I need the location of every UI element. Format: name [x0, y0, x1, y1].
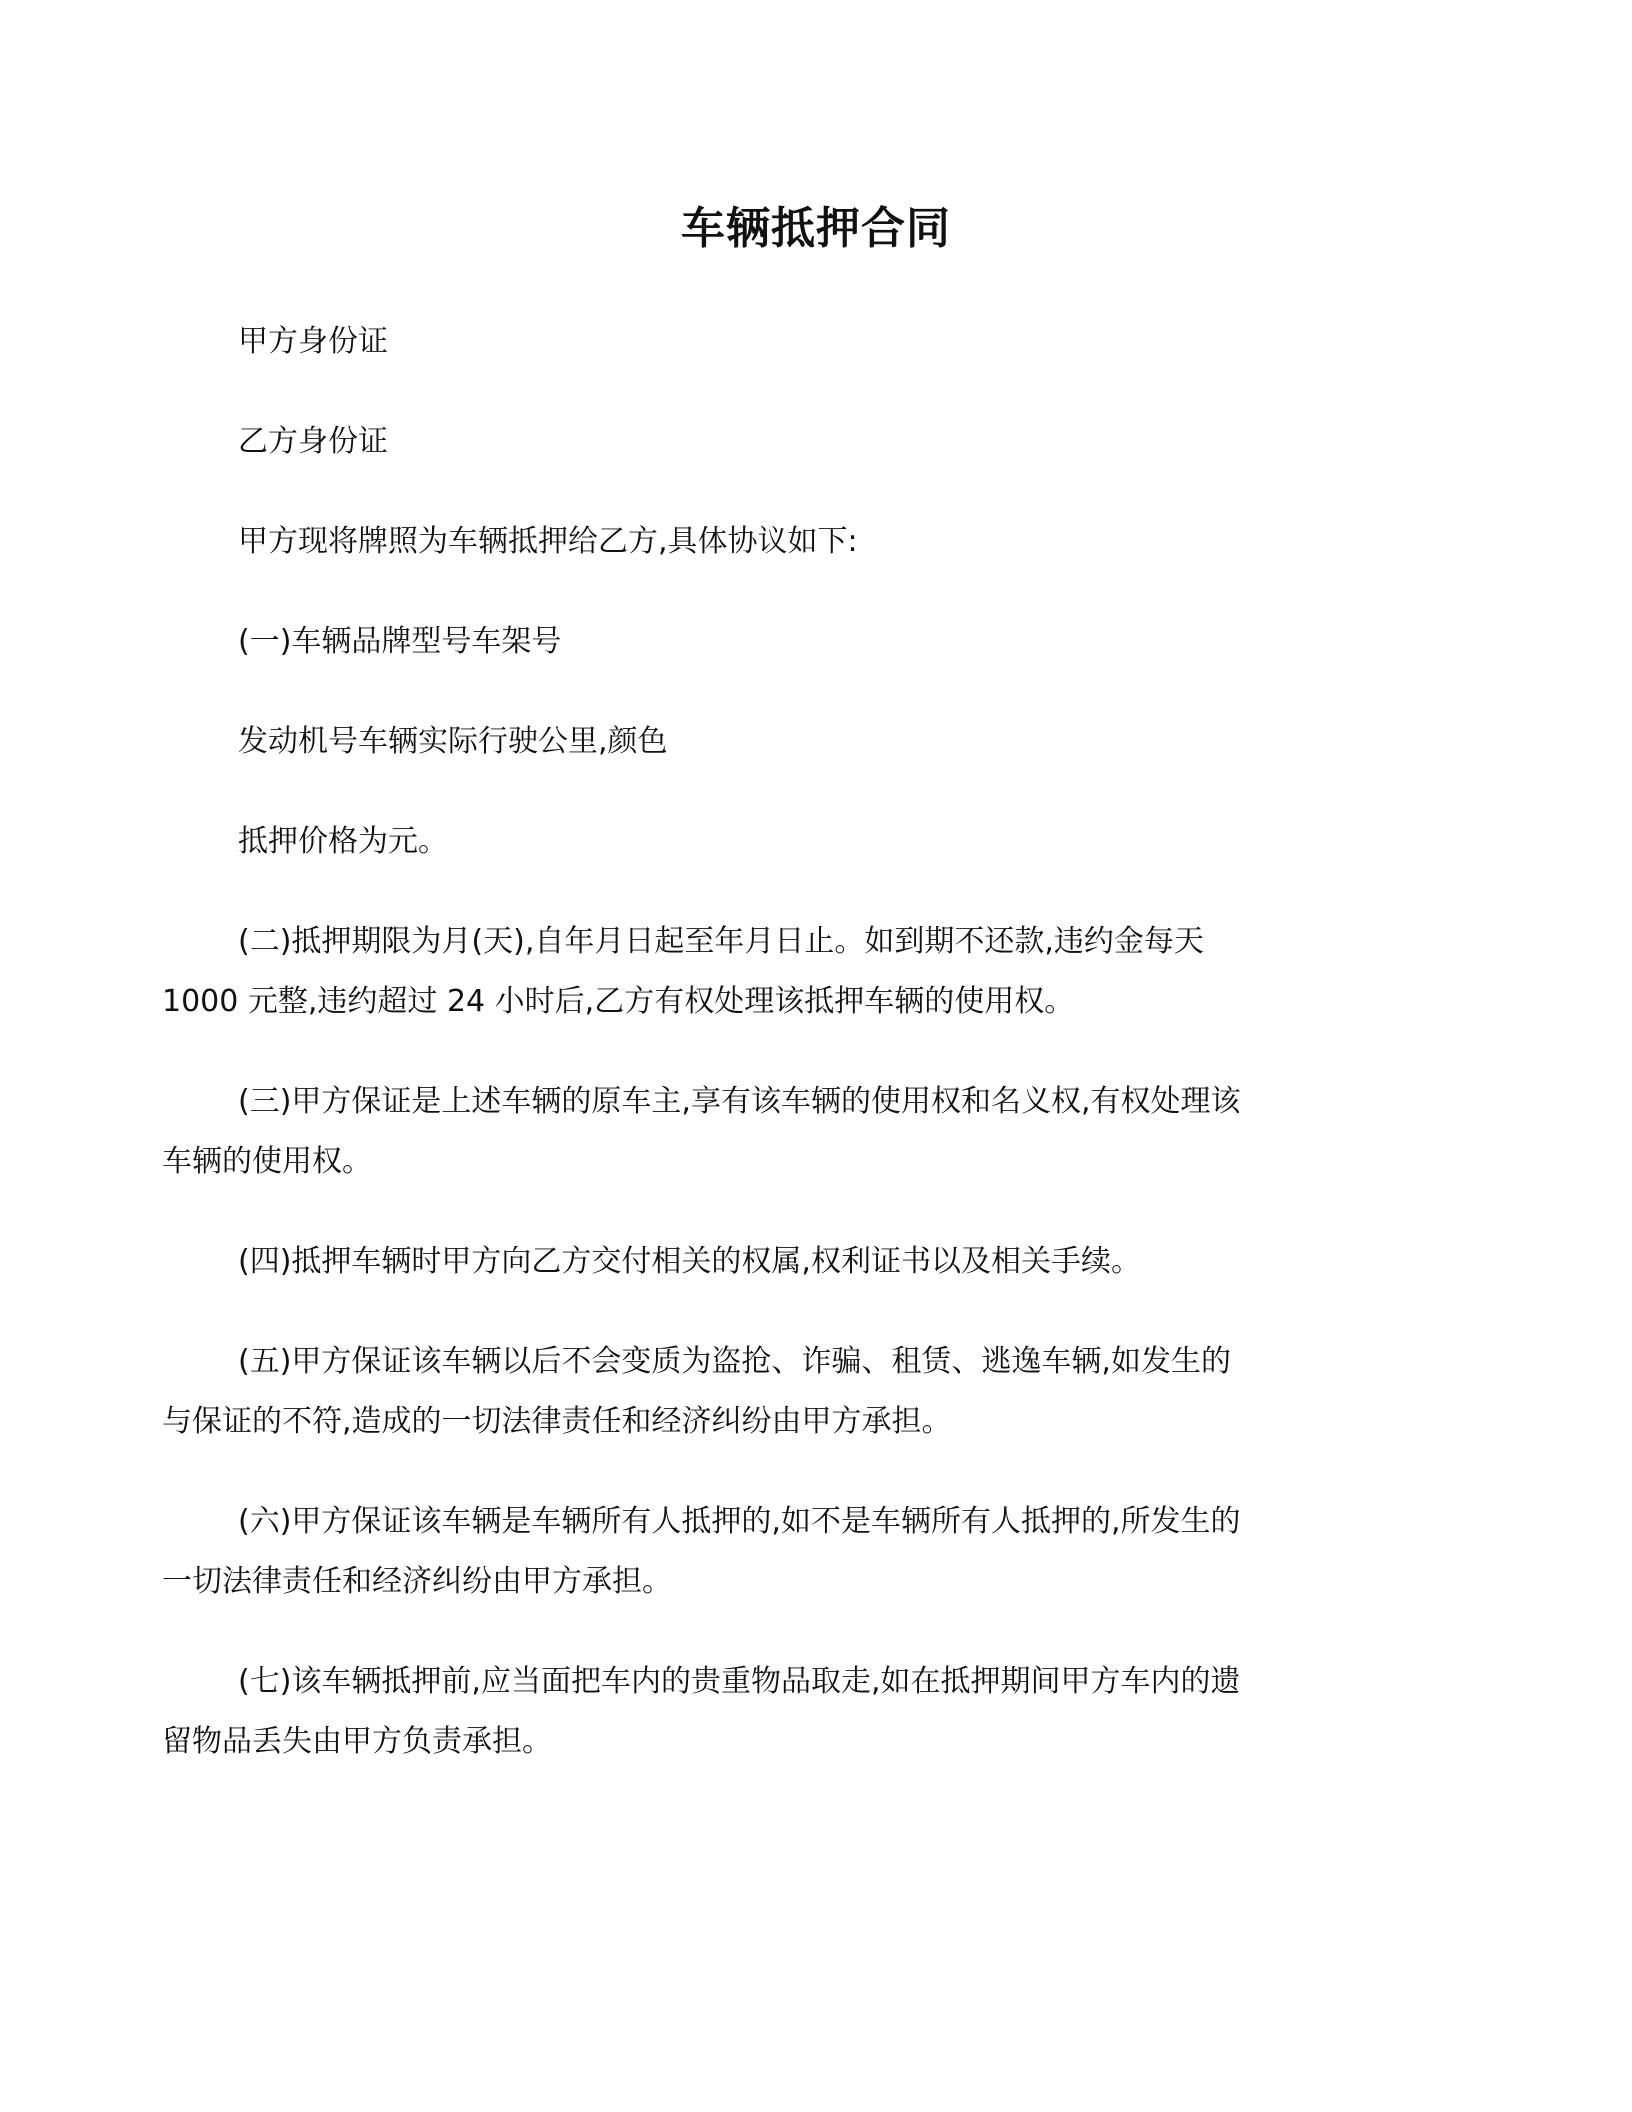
- clause-2-line-1: (二)抵押期限为月(天),自年月日起至年月日止。如到期不还款,违约金每天: [238, 924, 1204, 959]
- clause-6-paragraph: [162, 1492, 1378, 1612]
- clause-6-line-1: (六)甲方保证该车辆是车辆所有人抵押的,如不是车辆所有人抵押的,所发生的: [238, 1504, 1241, 1539]
- clause-2-paragraph: [162, 912, 1378, 1032]
- clause-7-paragraph: [162, 1652, 1378, 1772]
- clause-3-paragraph: [162, 1072, 1378, 1192]
- clause-5-line-2: 与保证的不符,造成的一切法律责任和经济纠纷由甲方承担。: [162, 1404, 952, 1439]
- clause-7-line-2: 留物品丢失由甲方负责承担。: [162, 1724, 552, 1759]
- item1-engine-line: 发动机号车辆实际行驶公里,颜色: [238, 724, 668, 759]
- clause-5-paragraph: [162, 1332, 1378, 1452]
- clause-5-line-1: (五)甲方保证该车辆以后不会变质为盗抢、诈骗、租赁、逃逸车辆,如发生的: [238, 1344, 1231, 1379]
- item1-vehicle-model-line: (一)车辆品牌型号车架号: [238, 624, 562, 659]
- clause-7-line-1: (七)该车辆抵押前,应当面把车内的贵重物品取走,如在抵押期间甲方车内的遗: [238, 1664, 1241, 1699]
- party-b-id-line: 乙方身份证: [238, 424, 388, 459]
- clause-6-line-2: 一切法律责任和经济纠纷由甲方承担。: [162, 1564, 672, 1599]
- clause-3-line-2: 车辆的使用权。: [162, 1144, 372, 1179]
- item1-price-line: 抵押价格为元。: [238, 824, 448, 859]
- clause-3-line-1: (三)甲方保证是上述车辆的原车主,享有该车辆的使用权和名义权,有权处理该: [238, 1084, 1241, 1119]
- party-a-id-line: 甲方身份证: [238, 324, 388, 359]
- document-title: 车辆抵押合同: [681, 203, 951, 254]
- clause-4-paragraph: (四)抵押车辆时甲方向乙方交付相关的权属,权利证书以及相关手续。: [238, 1244, 1141, 1279]
- intro-paragraph: 甲方现将牌照为车辆抵押给乙方,具体协议如下:: [238, 524, 858, 559]
- clause-2-line-2: 1000 元整,违约超过 24 小时后,乙方有权处理该抵押车辆的使用权。: [162, 984, 1075, 1019]
